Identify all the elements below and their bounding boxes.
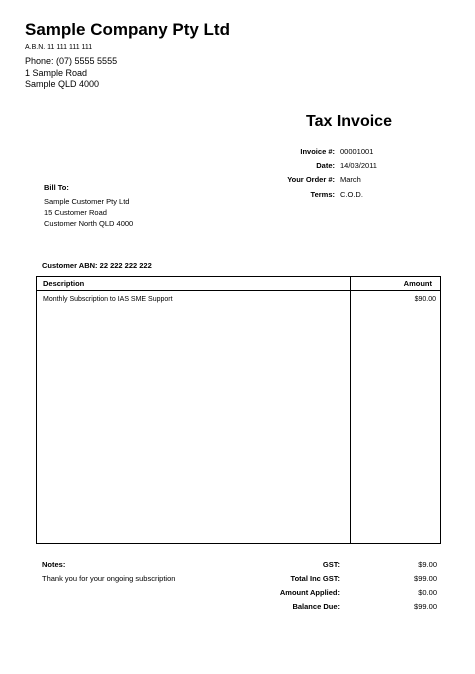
amount-applied-label: Amount Applied: [279,588,340,597]
terms-label: Terms: [310,190,335,199]
row-amount: $90.00 [414,296,436,303]
notes-label: Notes: [42,560,66,569]
invoice-number-value: 00001001 [340,147,374,156]
description-header: Description [43,279,85,288]
total-inc-gst-value: $99.00 [414,574,437,583]
total-inc-gst-label: Total Inc GST: [290,574,340,583]
company-address-line-1: 1 Sample Road [25,68,88,78]
bill-to-line-1: Sample Customer Pty Ltd [44,197,130,206]
invoice-number-label: Invoice #: [300,147,335,156]
order-number-label: Your Order #: [287,175,335,184]
company-address-line-2: Sample QLD 4000 [25,79,100,89]
bill-to-line-3: Customer North QLD 4000 [44,219,134,228]
amount-header: Amount [403,279,432,288]
invoice-date-label: Date: [316,161,335,170]
notes-text: Thank you for your ongoing subscription [42,574,176,583]
gst-value: $9.00 [418,560,437,569]
company-abn: A.B.N. 11 111 111 111 [25,44,93,51]
bill-to-line-2: 15 Customer Road [44,208,107,217]
customer-abn: Customer ABN: 22 222 222 222 [42,261,152,270]
company-name: Sample Company Pty Ltd [25,20,230,39]
invoice-date-value: 14/03/2011 [340,161,377,170]
balance-due-value: $99.00 [414,602,437,611]
order-number-value: March [340,175,361,184]
row-description: Monthly Subscription to IAS SME Support [43,296,173,303]
balance-due-label: Balance Due: [292,602,340,611]
gst-label: GST: [322,560,340,569]
bill-to-label: Bill To: [44,183,69,192]
invoice-title: Tax Invoice [306,113,392,130]
table-header [37,277,440,291]
line-items-table [36,276,441,544]
company-phone: Phone: (07) 5555 5555 [25,56,118,66]
amount-applied-value: $0.00 [418,588,437,597]
column-divider [350,277,351,543]
terms-value: C.O.D. [340,190,363,199]
